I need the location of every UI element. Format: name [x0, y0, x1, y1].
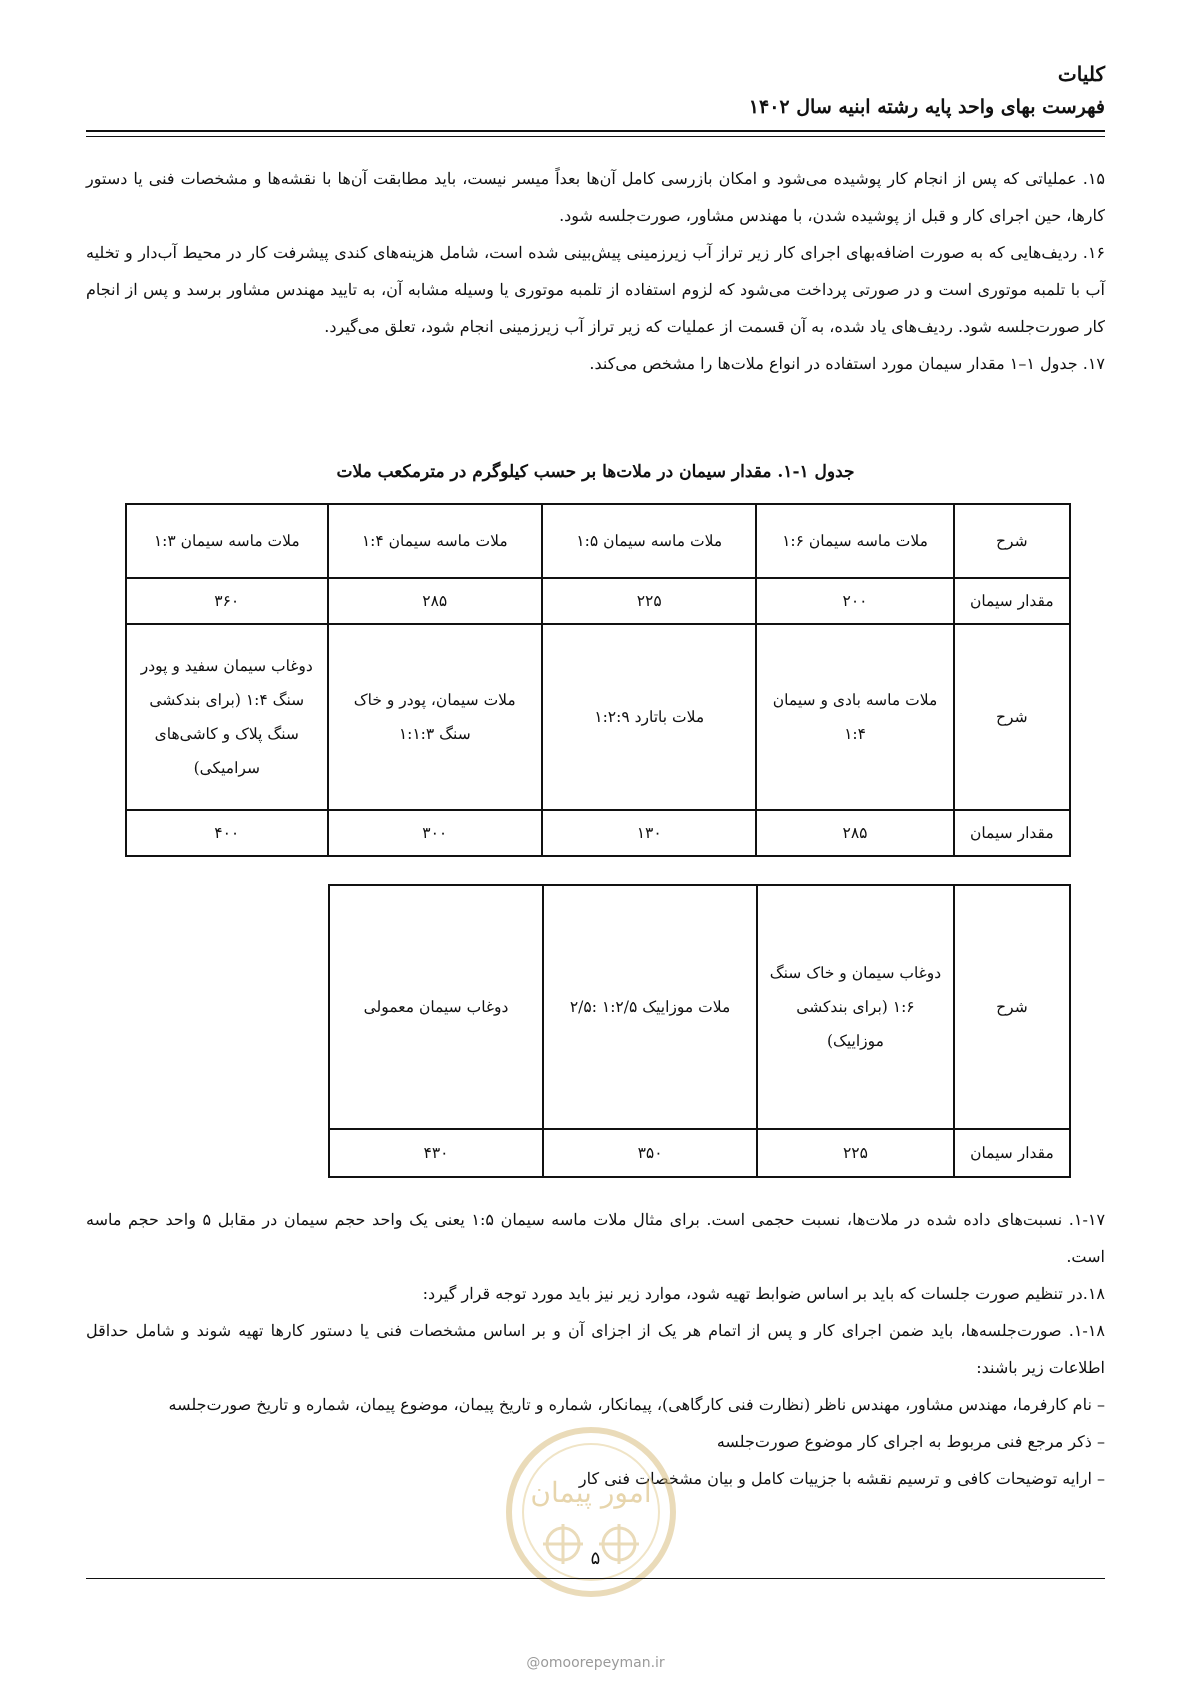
table-cell: ملات ماسه سیمان ۱:۴ [328, 504, 542, 578]
page-number: ۵ [590, 1548, 601, 1569]
table-row [126, 810, 1070, 856]
header-rule-thick [86, 130, 1105, 132]
table-cell: ۲۰۰ [756, 578, 953, 624]
row-label-cement: مقدار سیمان [954, 810, 1070, 856]
table-cell: ملات ماسه سیمان ۱:۶ [756, 504, 953, 578]
table-cell: ۲۲۵ [542, 578, 756, 624]
table-cell: ملات ماسه بادی و سیمان ۱:۴ [756, 624, 953, 810]
table-cell: ۲۲۵ [757, 1129, 954, 1177]
watermark-url: @omoorepeyman.ir [526, 1655, 665, 1671]
table-row [126, 504, 1070, 578]
paragraph-17-1: ۱-۱۷. نسبت‌های داده شده در ملات‌ها، نسبت حجمی است. برای مثال ملات ماسه سیمان ۱:۵ یعنی یک واحد حجم سیمان در مقابل ۵ واحد حجم ماسه است. [86, 1210, 1106, 1266]
body-section-1 [86, 160, 1105, 382]
paragraph-15: ۱۵. عملیاتی که پس از انجام کار پوشیده می‌شود و امکان بازرسی کامل آن‌ها بعداً میسر نیست، باید مطابقت آن‌ها با نقشه‌ها و مشخصات فنی یا دستور کارها، حین اجرای کار و قبل از پوشیده شدن، با مهندس مشاور، صورت‌جلسه شود. [86, 169, 1106, 225]
row-label-desc: شرح [954, 624, 1070, 810]
table-cell: ۴۳۰ [329, 1129, 543, 1177]
header-document-title: فهرست بهای واحد پایه رشته ابنیه سال ۱۴۰۲ [748, 96, 1105, 118]
table-cell: ۳۵۰ [543, 1129, 757, 1177]
header-rule-thin [86, 136, 1105, 137]
row-label-cement: مقدار سیمان [954, 1129, 1070, 1177]
table-row [329, 885, 1070, 1129]
table-cell: ملات سیمان، پودر و خاک سنگ ۱:۱:۳ [328, 624, 542, 810]
table-row [126, 624, 1070, 810]
table-row [126, 578, 1070, 624]
table-cell: ۳۶۰ [126, 578, 328, 624]
row-label-cement: مقدار سیمان [954, 578, 1070, 624]
table-cell: دوغاب سیمان سفید و پودر سنگ ۱:۴ (برای بندکشی سنگ پلاک و کاشی‌های سرامیکی) [126, 624, 328, 810]
table-cell: ملات باتارد ۱:۲:۹ [542, 624, 756, 810]
table-cell: ۱۳۰ [542, 810, 756, 856]
row-label-desc: شرح [954, 504, 1070, 578]
paragraph-17: ۱۷. جدول ۱–۱ مقدار سیمان مورد استفاده در انواع ملات‌ها را مشخص می‌کند. [589, 354, 1105, 373]
paragraph-18: ۱۸.در تنظیم صورت جلسات که باید بر اساس ضوابط تهیه شود، موارد زیر نیز باید مورد توجه قرار گیرد: [422, 1284, 1105, 1303]
row-label-desc: شرح [954, 885, 1070, 1129]
table-caption: جدول ۱-۱. مقدار سیمان در ملات‌ها بر حسب کیلوگرم در مترمکعب ملات [336, 462, 855, 482]
table-cell: ۳۰۰ [328, 810, 542, 856]
footer-rule [86, 1578, 1105, 1579]
header-section-title: کلیات [1057, 62, 1105, 86]
paragraph-18-1: ۱-۱۸. صورت‌جلسه‌ها، باید ضمن اجرای کار و پس از اتمام هر یک از اجزای آن و بر اساس مشخصات فنی یا دستور کارها تهیه شوند و شامل حداقل اطلاعات زیر باشند: [86, 1321, 1105, 1377]
seal-text: امور پیمان [530, 1476, 652, 1509]
table-cell: ملات موزاییک ۱:۲/۵ :۲/۵ [543, 885, 757, 1129]
table-row [329, 1129, 1070, 1177]
table-cell: ملات ماسه سیمان ۱:۵ [542, 504, 756, 578]
cement-table-main [125, 503, 1071, 857]
table-cell: ۲۸۵ [328, 578, 542, 624]
table-cell: ۴۰۰ [126, 810, 328, 856]
bullet-item: – ارایه توضیحات کافی و ترسیم نقشه با جزییات کامل و بیان مشخصات فنی کار [578, 1469, 1105, 1488]
bullet-item: – نام کارفرما، مهندس مشاور، مهندس ناظر (نظارت فنی کارگاهی)، پیمانکار، شماره و تاریخ پیمان، موضوع پیمان، شماره و تاریخ صورت‌جلسه [168, 1395, 1105, 1414]
table-cell: ملات ماسه سیمان ۱:۳ [126, 504, 328, 578]
bullet-item: – ذکر مرجع فنی مربوط به اجرای کار موضوع صورت‌جلسه [716, 1432, 1105, 1451]
table-cell: دوغاب سیمان معمولی [329, 885, 543, 1129]
table-cell: ۲۸۵ [756, 810, 953, 856]
cement-table-continued [328, 884, 1071, 1178]
paragraph-16: ۱۶. ردیف‌هایی که به صورت اضافه‌بهای اجرای کار زیر تراز آب زیرزمینی پیش‌بینی شده است، شامل هزینه‌های کندی پیشرفت کار در محیط آب‌دار و تخلیه آب با تلمبه موتوری است و در صورتی پرداخت می‌شود که لزوم استفاده از تلمبه موتوری یا وسیله مشابه آن، به تایید مهندس مشاور برسد و پس از انجام کار صورت‌جلسه شود. ردیف‌های یاد شده، به آن قسمت از عملیات که زیر تراز آب زیرزمینی انجام شود، تعلق می‌گیرد. [86, 243, 1105, 336]
watermark-seal-logo [503, 1424, 679, 1600]
table-cell: دوغاب سیمان و خاک سنگ ۱:۶ (برای بندکشی موزاییک) [757, 885, 954, 1129]
